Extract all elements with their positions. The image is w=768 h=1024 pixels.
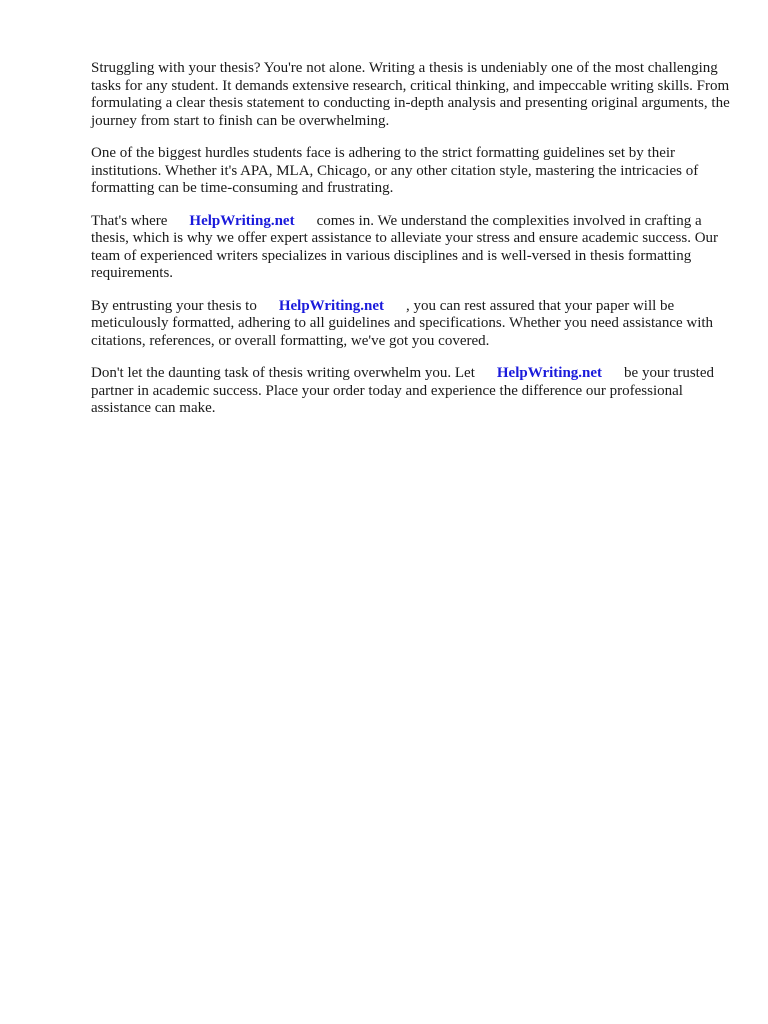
paragraph-text: Struggling with your thesis? You're not alone. Writing a thesis is undeniably one of the most challenging tasks for any student. It demands extensive research, critical thinking, and impeccable writing skills. From formulating a clear thesis statement to conducting in-depth analysis and presenting original arguments, the journey from start to finish can be overwhelming. [91, 60, 730, 129]
paragraph-text-after: be your trusted partner in academic success. Place your order today and experience the difference our professional assistance can make. [91, 365, 715, 416]
paragraph-intro [91, 60, 731, 130]
paragraph-entrust [91, 298, 731, 351]
helpwriting-link[interactable]: HelpWriting.net [189, 212, 295, 229]
paragraph-service-intro [91, 213, 731, 283]
paragraph-text-after: , you can rest assured that your paper will be meticulously formatted, adhering to all guidelines and specifications. Whether you need assistance with citations, references, or overall formatting, we've got you covered. [91, 297, 714, 349]
paragraph-text: One of the biggest hurdles students face is adhering to the strict formatting guidelines set by their institutions. Whether it's APA, MLA, Chicago, or any other citation style, mastering the intricacies of formatting can be time-consuming and frustrating. [91, 145, 699, 196]
paragraph-call-to-action [91, 365, 731, 418]
paragraph-text-before: By entrusting your thesis to [91, 297, 257, 314]
paragraph-formatting-hurdles [91, 145, 731, 198]
document-body [91, 60, 731, 433]
paragraph-text-after: comes in. We understand the complexities involved in crafting a thesis, which is why we offer expert assistance to alleviate your stress and ensure academic success. Our team of experienced writers specializes in various disciplines and is well-versed in thesis formatting requirements. [91, 212, 719, 281]
helpwriting-link[interactable]: HelpWriting.net [278, 297, 384, 314]
paragraph-text-before: That's where [91, 212, 168, 229]
helpwriting-link[interactable]: HelpWriting.net [496, 365, 603, 381]
paragraph-text-before: Don't let the daunting task of thesis writing overwhelm you. Let [91, 365, 475, 381]
